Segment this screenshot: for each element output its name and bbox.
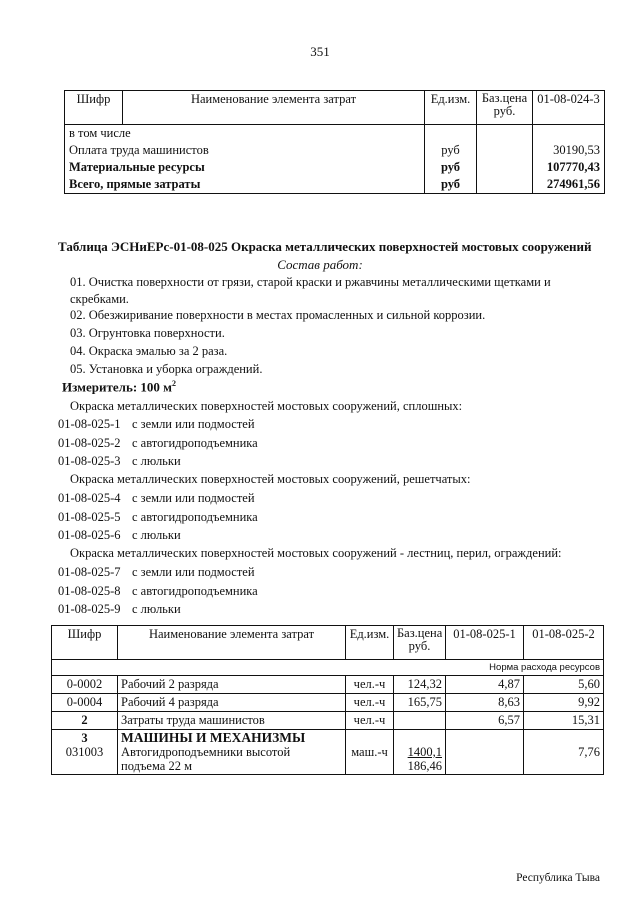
item-code: 01-08-025-6 xyxy=(58,528,121,542)
summary-table xyxy=(64,90,605,194)
item-desc: с земли или подмостей xyxy=(132,491,255,505)
header-rate: 01-08-024-3 xyxy=(533,91,605,125)
header-price: Баз.цена руб. xyxy=(477,91,533,125)
table-title: Таблица ЭСНиЕРс-01-08-025 Окраска металлических поверхностей мостовых сооружений xyxy=(58,239,592,254)
header-rate-1: 01-08-025-1 xyxy=(446,626,524,660)
item-desc: с люльки xyxy=(132,602,181,616)
item-desc: с люльки xyxy=(132,528,181,542)
item-code: 01-08-025-5 xyxy=(58,510,121,524)
header-unit: Ед.изм. xyxy=(425,91,477,125)
item-code: 01-08-025-8 xyxy=(58,584,121,598)
page-number: 351 xyxy=(310,44,330,59)
norm-label: Норма расхода ресурсов xyxy=(446,660,604,676)
item-desc: с автогидроподъемника xyxy=(132,584,258,598)
work-step: 03. Огрунтовка поверхности. xyxy=(70,326,225,340)
table-row: Оплата труда машинистов руб 30190,53 xyxy=(65,142,605,159)
item-desc: с земли или подмостей xyxy=(132,417,255,431)
group-title: Окраска металлических поверхностей мостовых сооружений, решетчатых: xyxy=(70,472,471,486)
work-step: 02. Обезжиривание поверхности в местах промасленных и сильной коррозии. xyxy=(70,308,486,322)
section-title: МАШИНЫ И МЕХАНИЗМЫ xyxy=(121,730,306,745)
item-code: 01-08-025-3 xyxy=(58,454,121,468)
machine-price-2: 186,46 xyxy=(407,759,442,773)
work-step: 04. Окраска эмалью за 2 раза. xyxy=(70,344,228,358)
machine-price: 1400,1 xyxy=(407,745,442,759)
footer-region: Республика Тыва xyxy=(516,872,600,884)
header-name: Наименование элемента затрат xyxy=(123,91,425,125)
header-code: Шифр xyxy=(52,626,118,660)
item-desc: с автогидроподъемника xyxy=(132,510,258,524)
work-step: 01. Очистка поверхности от грязи, старой краски и ржавчины металлическими щетками и скребками. xyxy=(70,275,551,306)
machine-name: Автогидроподъемники высотой xyxy=(121,745,291,759)
item-code: 01-08-025-4 xyxy=(58,491,121,505)
header-rate-2: 01-08-025-2 xyxy=(524,626,604,660)
group-title: Окраска металлических поверхностей мостовых сооружений - лестниц, перил, ограждений: xyxy=(70,546,562,560)
machine-unit: маш.-ч xyxy=(351,745,388,759)
item-desc: с автогидроподъемника xyxy=(132,436,258,450)
work-heading: Состав работ: xyxy=(277,257,363,272)
section-code: 3 xyxy=(81,731,88,745)
item-code: 01-08-025-7 xyxy=(58,565,121,579)
header-price: Баз.цена руб. xyxy=(394,626,446,660)
table-row: 0-0004 Рабочий 4 разряда чел.-ч 165,75 8,63 9,92 xyxy=(52,694,604,712)
item-desc: с земли или подмостей xyxy=(132,565,255,579)
header-code: Шифр xyxy=(65,91,123,125)
table-row: 2 Затраты труда машинистов чел.-ч 6,57 15,31 xyxy=(52,712,604,730)
machine-code: 031003 xyxy=(65,745,104,759)
measure-unit: Измеритель: 100 $м^2$ xyxy=(62,379,177,395)
table-row: Материальные ресурсы руб 107770,43 xyxy=(65,159,605,176)
header-name: Наименование элемента затрат xyxy=(118,626,346,660)
item-code: 01-08-025-9 xyxy=(58,602,121,616)
group-title: Окраска металлических поверхностей мостовых сооружений, сплошных: xyxy=(70,399,463,413)
table-row xyxy=(52,730,604,775)
table-row: 0-0002 Рабочий 2 разряда чел.-ч 124,32 4,87 5,60 xyxy=(52,676,604,694)
header-unit: Ед.изм. xyxy=(346,626,394,660)
item-code: 01-08-025-2 xyxy=(58,436,121,450)
item-code: 01-08-025-1 xyxy=(58,417,121,431)
machine-value-2: 7,76 xyxy=(578,745,600,759)
item-desc: с люльки xyxy=(132,454,181,468)
table-row: Всего, прямые затраты руб 274961,56 xyxy=(65,176,605,194)
table-row: в том числе xyxy=(65,125,605,143)
resources-table xyxy=(51,625,604,775)
machine-name-cont: подъема 22 м xyxy=(121,759,192,773)
work-step: 05. Установка и уборка ограждений. xyxy=(70,362,263,376)
